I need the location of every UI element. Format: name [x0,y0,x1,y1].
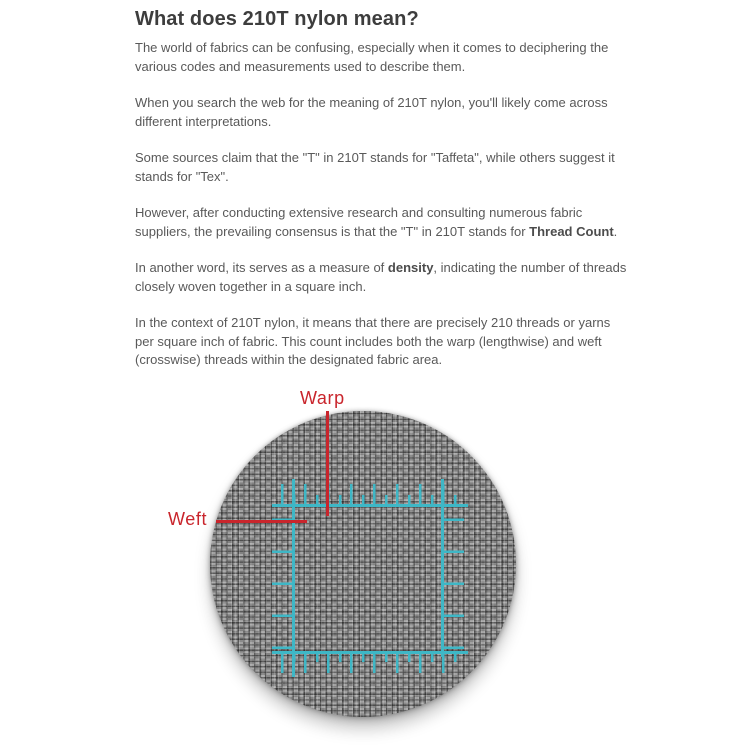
paragraph-text: , indicating the number of threads closely woven together in a square inch. [135,260,627,294]
paragraph-text: When you search the web for the meaning of 210T nylon, you'll likely come across different interpretations. [135,95,608,129]
article-paragraph [135,39,632,76]
ruler-line-left [292,479,295,677]
article-paragraph [135,149,632,186]
warp-label: Warp [300,388,345,408]
ruler-ticks-top-tall [281,484,459,504]
ruler-ticks-right-short [444,529,453,649]
fabric-weave-illustration [210,411,516,717]
article-paragraph [135,94,632,131]
paragraph-text: The world of fabrics can be confusing, especially when it comes to deciphering the various codes and measurements used to describe them. [135,40,609,74]
ruler-line-bottom [272,651,468,654]
paragraph-text: However, after conducting extensive research and consulting numerous fabric suppliers, the prevailing consensus is that the "T" in 210T stands for [135,205,583,239]
paragraph-text: In another word, its serves as a measure of [135,260,388,275]
ruler-ticks-top-short [293,495,460,504]
article-paragraph [135,259,632,296]
ruler-line-right [441,479,444,657]
ruler-ticks-left-short [283,529,292,649]
article-body [135,8,632,388]
ruler-ticks-bottom-tall [281,653,459,673]
bold-term-density: density [387,260,434,275]
paragraph-text: . [613,223,618,239]
ruler-ticks-right-tall [444,513,464,649]
weft-label: Weft [168,509,208,529]
bold-term-thread-count: Thread Count [529,223,614,239]
weft-pointer-line [216,520,307,523]
article-paragraph [135,314,632,370]
ruler-line-top [272,504,468,507]
paragraph-text: Some sources claim that the "T" in 210T stands for "Taffeta", while others suggest it stands for "Tex". [135,150,615,184]
article-paragraph [135,204,632,241]
page-title: What does 210T nylon mean? [135,8,419,30]
ruler-ticks-bottom-short [293,653,460,662]
ruler-ticks-left-tall [272,513,292,649]
warp-pointer-line [326,411,329,516]
paragraph-text: In the context of 210T nylon, it means that there are precisely 210 threads or yarns per square inch of fabric. This count includes both the warp (lengthwise) and weft (crosswise) threads within the designated fabric area. [135,315,611,367]
